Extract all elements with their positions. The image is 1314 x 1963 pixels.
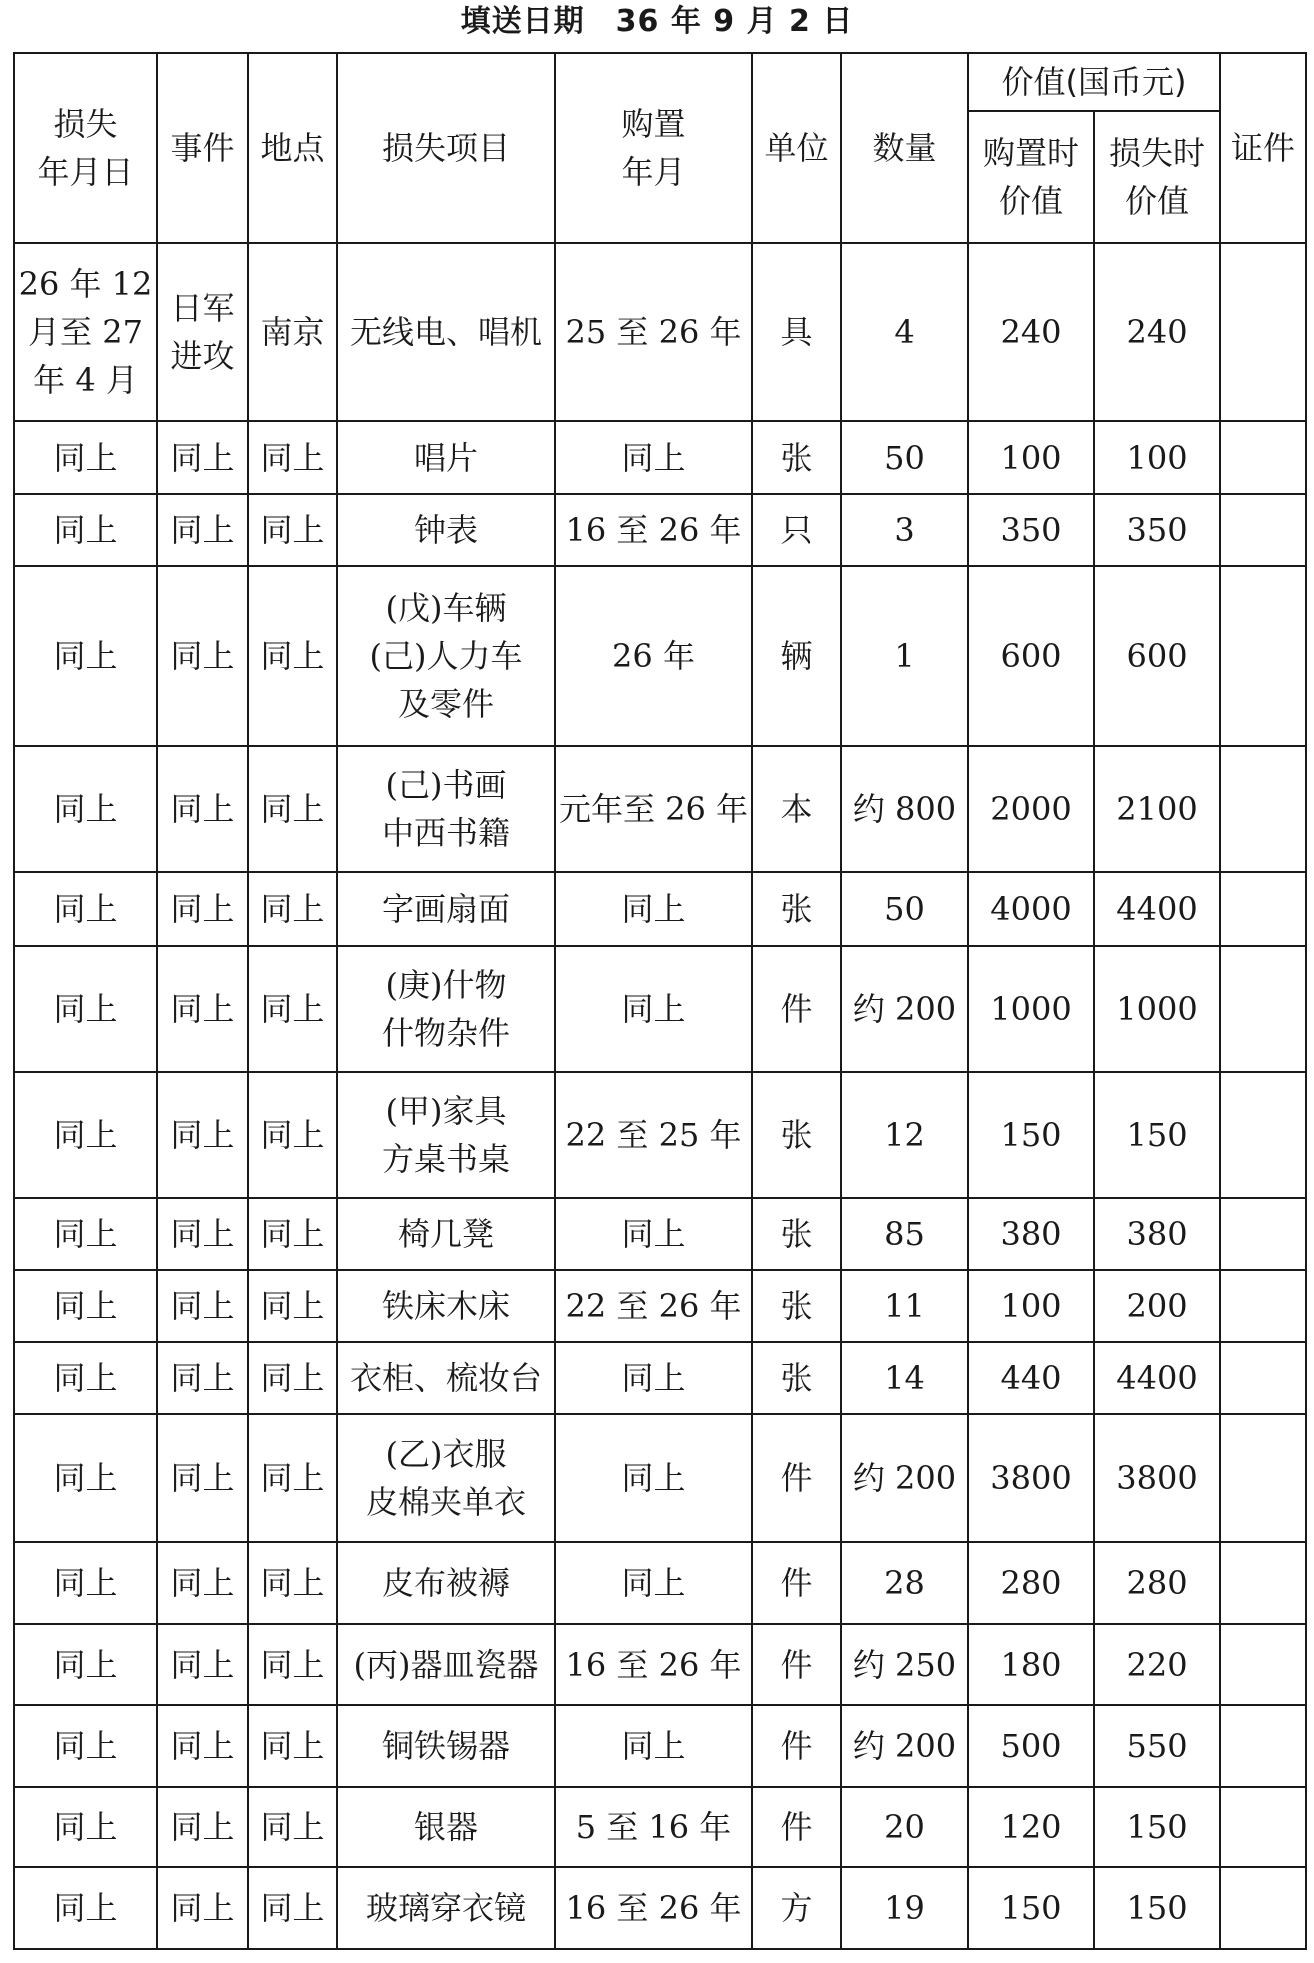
cell-value-purchase: 100	[968, 421, 1094, 494]
cell-value-purchase: 500	[968, 1705, 1094, 1787]
cell-unit: 辆	[752, 566, 841, 746]
fill-date: 填送日期 36 年 9 月 2 日	[460, 4, 854, 39]
cell-loss-date: 同上	[14, 421, 157, 494]
cell-loss-date: 同上	[14, 494, 157, 566]
cell-item: 铁床木床	[337, 1270, 555, 1342]
cell-quantity: 20	[841, 1787, 968, 1867]
header-unit: 单位	[752, 53, 841, 243]
cell-certificate	[1220, 1787, 1306, 1867]
cell-purchase-date: 5 至 16 年	[555, 1787, 752, 1867]
cell-value-purchase: 150	[968, 1867, 1094, 1949]
cell-loss-date: 同上	[14, 746, 157, 872]
cell-quantity: 约 200	[841, 946, 968, 1072]
cell-event: 同上	[157, 1624, 248, 1705]
cell-unit: 方	[752, 1867, 841, 1949]
cell-event: 同上	[157, 1705, 248, 1787]
cell-certificate	[1220, 1705, 1306, 1787]
cell-quantity: 约 800	[841, 746, 968, 872]
cell-value-loss: 380	[1094, 1198, 1220, 1270]
cell-value-loss: 3800	[1094, 1414, 1220, 1542]
cell-loss-date: 同上	[14, 1705, 157, 1787]
cell-certificate	[1220, 566, 1306, 746]
cell-certificate	[1220, 1270, 1306, 1342]
cell-item: 皮布被褥	[337, 1542, 555, 1624]
cell-value-purchase: 180	[968, 1624, 1094, 1705]
cell-event: 同上	[157, 1072, 248, 1198]
cell-quantity: 约 200	[841, 1705, 968, 1787]
cell-value-loss: 200	[1094, 1270, 1220, 1342]
cell-item: 字画扇面	[337, 872, 555, 946]
cell-certificate	[1220, 1867, 1306, 1949]
cell-value-loss: 150	[1094, 1072, 1220, 1198]
cell-value-purchase: 3800	[968, 1414, 1094, 1542]
cell-event: 日军 进攻	[157, 243, 248, 421]
cell-item: (乙)衣服 皮棉夹单衣	[337, 1414, 555, 1542]
cell-value-purchase: 350	[968, 494, 1094, 566]
cell-value-loss: 220	[1094, 1624, 1220, 1705]
cell-value-purchase: 240	[968, 243, 1094, 421]
cell-quantity: 12	[841, 1072, 968, 1198]
table-row	[14, 1542, 1306, 1624]
cell-certificate	[1220, 946, 1306, 1072]
cell-unit: 张	[752, 1198, 841, 1270]
cell-place: 同上	[248, 872, 337, 946]
cell-event: 同上	[157, 566, 248, 746]
cell-event: 同上	[157, 1787, 248, 1867]
cell-item: 唱片	[337, 421, 555, 494]
cell-event: 同上	[157, 1542, 248, 1624]
cell-loss-date: 同上	[14, 1542, 157, 1624]
cell-purchase-date: 16 至 26 年	[555, 1867, 752, 1949]
cell-place: 同上	[248, 1198, 337, 1270]
cell-purchase-date: 同上	[555, 421, 752, 494]
cell-purchase-date: 26 年	[555, 566, 752, 746]
table-row	[14, 1270, 1306, 1342]
cell-place: 同上	[248, 1072, 337, 1198]
cell-event: 同上	[157, 1198, 248, 1270]
cell-value-purchase: 2000	[968, 746, 1094, 872]
cell-value-purchase: 600	[968, 566, 1094, 746]
cell-loss-date: 同上	[14, 1198, 157, 1270]
cell-value-loss: 1000	[1094, 946, 1220, 1072]
cell-quantity: 11	[841, 1270, 968, 1342]
table-row	[14, 1342, 1306, 1414]
cell-place: 同上	[248, 946, 337, 1072]
cell-quantity: 50	[841, 872, 968, 946]
cell-item: 玻璃穿衣镜	[337, 1867, 555, 1949]
cell-purchase-date: 同上	[555, 1198, 752, 1270]
cell-certificate	[1220, 872, 1306, 946]
table-row	[14, 946, 1306, 1072]
cell-unit: 件	[752, 1787, 841, 1867]
cell-purchase-date: 同上	[555, 1542, 752, 1624]
table-row	[14, 243, 1306, 421]
cell-event: 同上	[157, 1270, 248, 1342]
cell-purchase-date: 16 至 26 年	[555, 1624, 752, 1705]
cell-value-purchase: 120	[968, 1787, 1094, 1867]
cell-unit: 张	[752, 1270, 841, 1342]
cell-certificate	[1220, 746, 1306, 872]
cell-event: 同上	[157, 421, 248, 494]
table-row	[14, 566, 1306, 746]
cell-value-purchase: 1000	[968, 946, 1094, 1072]
cell-purchase-date: 同上	[555, 1342, 752, 1414]
header-item: 损失项目	[337, 53, 555, 243]
cell-unit: 本	[752, 746, 841, 872]
cell-quantity: 3	[841, 494, 968, 566]
cell-unit: 张	[752, 872, 841, 946]
cell-certificate	[1220, 1198, 1306, 1270]
cell-item: (庚)什物 什物杂件	[337, 946, 555, 1072]
header-place: 地点	[248, 53, 337, 243]
header-loss-date: 损失 年月日	[14, 53, 157, 243]
cell-purchase-date: 同上	[555, 872, 752, 946]
table-row	[14, 1867, 1306, 1949]
cell-loss-date: 同上	[14, 946, 157, 1072]
cell-unit: 张	[752, 421, 841, 494]
cell-value-purchase: 150	[968, 1072, 1094, 1198]
cell-purchase-date: 元年至 26 年	[555, 746, 752, 872]
cell-value-loss: 2100	[1094, 746, 1220, 872]
cell-item: 钟表	[337, 494, 555, 566]
cell-certificate	[1220, 494, 1306, 566]
cell-loss-date: 26 年 12 月至 27 年 4 月	[14, 243, 157, 421]
cell-certificate	[1220, 421, 1306, 494]
cell-value-loss: 100	[1094, 421, 1220, 494]
cell-place: 同上	[248, 1270, 337, 1342]
cell-event: 同上	[157, 746, 248, 872]
header-quantity: 数量	[841, 53, 968, 243]
cell-unit: 张	[752, 1072, 841, 1198]
cell-event: 同上	[157, 1867, 248, 1949]
cell-certificate	[1220, 1624, 1306, 1705]
table-header	[14, 53, 1306, 243]
cell-quantity: 85	[841, 1198, 968, 1270]
cell-item: (丙)器皿瓷器	[337, 1624, 555, 1705]
cell-item: (戊)车辆 (己)人力车 及零件	[337, 566, 555, 746]
cell-item: (甲)家具 方桌书桌	[337, 1072, 555, 1198]
cell-item: 铜铁锡器	[337, 1705, 555, 1787]
cell-unit: 具	[752, 243, 841, 421]
table-row	[14, 421, 1306, 494]
cell-event: 同上	[157, 946, 248, 1072]
cell-value-purchase: 280	[968, 1542, 1094, 1624]
cell-loss-date: 同上	[14, 1072, 157, 1198]
cell-value-loss: 150	[1094, 1787, 1220, 1867]
cell-purchase-date: 同上	[555, 946, 752, 1072]
cell-event: 同上	[157, 494, 248, 566]
cell-quantity: 19	[841, 1867, 968, 1949]
cell-purchase-date: 同上	[555, 1414, 752, 1542]
cell-quantity: 约 200	[841, 1414, 968, 1542]
header-value-purchase: 购置时 价值	[968, 111, 1094, 243]
cell-value-purchase: 440	[968, 1342, 1094, 1414]
header-event: 事件	[157, 53, 248, 243]
cell-unit: 件	[752, 1705, 841, 1787]
cell-place: 同上	[248, 1414, 337, 1542]
cell-item: 银器	[337, 1787, 555, 1867]
cell-certificate	[1220, 1414, 1306, 1542]
cell-quantity: 14	[841, 1342, 968, 1414]
cell-loss-date: 同上	[14, 1624, 157, 1705]
table-row	[14, 494, 1306, 566]
cell-place: 南京	[248, 243, 337, 421]
cell-place: 同上	[248, 1867, 337, 1949]
cell-item: 椅几凳	[337, 1198, 555, 1270]
cell-loss-date: 同上	[14, 1414, 157, 1542]
cell-quantity: 50	[841, 421, 968, 494]
cell-purchase-date: 25 至 26 年	[555, 243, 752, 421]
cell-unit: 张	[752, 1342, 841, 1414]
cell-value-loss: 550	[1094, 1705, 1220, 1787]
cell-value-purchase: 4000	[968, 872, 1094, 946]
cell-certificate	[1220, 1072, 1306, 1198]
header-certificate: 证件	[1220, 53, 1306, 243]
cell-place: 同上	[248, 746, 337, 872]
cell-item: 无线电、唱机	[337, 243, 555, 421]
cell-certificate	[1220, 1542, 1306, 1624]
table-row	[14, 1624, 1306, 1705]
cell-loss-date: 同上	[14, 1342, 157, 1414]
cell-place: 同上	[248, 1705, 337, 1787]
cell-place: 同上	[248, 566, 337, 746]
cell-value-loss: 4400	[1094, 872, 1220, 946]
table-row	[14, 1072, 1306, 1198]
cell-unit: 件	[752, 1414, 841, 1542]
cell-value-loss: 350	[1094, 494, 1220, 566]
table-row	[14, 1414, 1306, 1542]
cell-value-purchase: 100	[968, 1270, 1094, 1342]
cell-event: 同上	[157, 1414, 248, 1542]
cell-value-purchase: 380	[968, 1198, 1094, 1270]
cell-event: 同上	[157, 872, 248, 946]
cell-place: 同上	[248, 421, 337, 494]
cell-unit: 件	[752, 946, 841, 1072]
table-body	[14, 243, 1306, 1949]
header-value-group: 价值(国币元)	[968, 53, 1220, 111]
table-row	[14, 1787, 1306, 1867]
cell-certificate	[1220, 1342, 1306, 1414]
table-row	[14, 872, 1306, 946]
cell-quantity: 约 250	[841, 1624, 968, 1705]
cell-loss-date: 同上	[14, 1270, 157, 1342]
cell-value-loss: 4400	[1094, 1342, 1220, 1414]
table-row	[14, 1705, 1306, 1787]
cell-event: 同上	[157, 1342, 248, 1414]
cell-loss-date: 同上	[14, 566, 157, 746]
cell-place: 同上	[248, 1342, 337, 1414]
cell-certificate	[1220, 243, 1306, 421]
cell-place: 同上	[248, 1542, 337, 1624]
cell-quantity: 4	[841, 243, 968, 421]
cell-place: 同上	[248, 1787, 337, 1867]
cell-item: 衣柜、梳妆台	[337, 1342, 555, 1414]
cell-loss-date: 同上	[14, 1867, 157, 1949]
table-row	[14, 746, 1306, 872]
cell-quantity: 1	[841, 566, 968, 746]
cell-value-loss: 600	[1094, 566, 1220, 746]
cell-purchase-date: 同上	[555, 1705, 752, 1787]
cell-value-loss: 150	[1094, 1867, 1220, 1949]
loss-table	[13, 52, 1307, 1950]
cell-place: 同上	[248, 494, 337, 566]
cell-unit: 件	[752, 1542, 841, 1624]
cell-value-loss: 280	[1094, 1542, 1220, 1624]
header-value-loss: 损失时 价值	[1094, 111, 1220, 243]
cell-purchase-date: 22 至 25 年	[555, 1072, 752, 1198]
header-purchase-date: 购置 年月	[555, 53, 752, 243]
cell-loss-date: 同上	[14, 1787, 157, 1867]
cell-unit: 件	[752, 1624, 841, 1705]
cell-purchase-date: 22 至 26 年	[555, 1270, 752, 1342]
cell-purchase-date: 16 至 26 年	[555, 494, 752, 566]
cell-loss-date: 同上	[14, 872, 157, 946]
cell-value-loss: 240	[1094, 243, 1220, 421]
table-row	[14, 1198, 1306, 1270]
cell-place: 同上	[248, 1624, 337, 1705]
cell-item: (己)书画 中西书籍	[337, 746, 555, 872]
cell-unit: 只	[752, 494, 841, 566]
cell-quantity: 28	[841, 1542, 968, 1624]
